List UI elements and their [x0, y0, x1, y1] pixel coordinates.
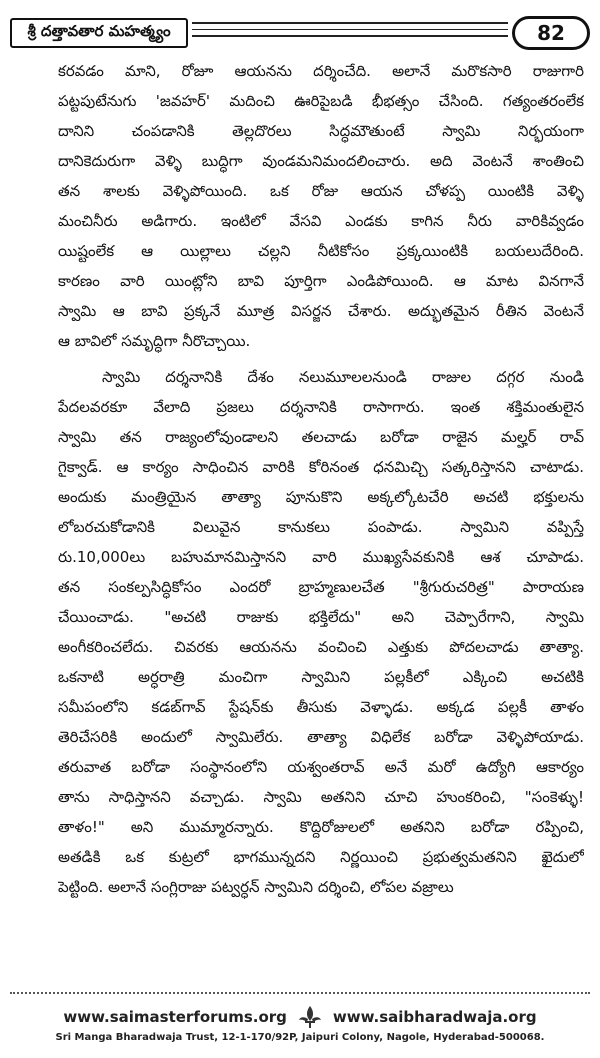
text-line: కారణం వారి యింట్లోని బావి పూర్తిగా ఎండిపోయింది. ఆ మాట వినగానే	[58, 272, 584, 290]
text-line: దానిని చంపడానికి తెల్లదొరలు సిద్ధమౌతుంటే స్వామి నిర్భయంగా	[58, 122, 584, 140]
text-line: పట్టపుటేనుగు 'జవహర్' మదించి ఊరిపైబడి భీభత్సం చేసింది. గత్యంతరంలేక	[58, 92, 584, 110]
fleur-de-lis-icon	[295, 1004, 325, 1030]
text-line: స్వామి దర్శనానికి దేశం నలుమూలలనుండి రాజుల దగ్గర నుండి	[102, 368, 584, 386]
footer-divider	[10, 992, 590, 994]
text-line: చేయించాడు. "అచటి రాజుకు భక్తిలేదు" అని చెప్పారేగాని, స్వామి	[58, 608, 584, 626]
text-line: పెట్టింది. అలానే సంగ్లిరాజు పట్వర్ధన్ స్వామిని దర్శించి, లోపల వజ్రాలు	[58, 878, 454, 896]
trust-address: Sri Manga Bharadwaja Trust, 12-1-170/92P, Jaipuri Colony, Nagole, Hyderabad-500068.	[55, 1032, 545, 1043]
text-line: తరువాత బరోడా సంస్థానంలోని యశ్వంతరావ్ అనే మరో ఉద్యోగి ఆకార్యం	[58, 758, 584, 776]
text-line: తన సంకల్పసిద్ధికోసం ఎందరో బ్రాహ్మణులచేత "శ్రీగురుచరిత్ర" పారాయణ	[58, 578, 584, 596]
paragraph-2	[58, 362, 584, 902]
text-line: ఆ బావిలో సమృద్ధిగా నీరొచ్చాయి.	[58, 332, 251, 350]
text-line: పేదలవరకూ వేలాది ప్రజలు దర్శనానికి రాసాగారు. ఇంత శక్తిమంతులైన	[58, 398, 584, 416]
text-line: సమీపంలోని కడబ్‌గావ్ స్టేషన్‌కు తీసుకు వెళ్ళాడు. అక్కడ పల్లకీ తాళం	[58, 698, 584, 716]
text-line: యిష్టంలేక ఆ యిల్లాలు చల్లని నీటికోసం ప్రక్కయింటికి బయలుదేరింది.	[58, 242, 584, 260]
text-line: అందుకు మంత్రియైన తాత్యా పూనుకొని అక్కల్కోటచేరి అచటి భక్తులను	[58, 488, 584, 506]
text-line: కరవడం మాని, రోజూ ఆయనను దర్శించేది. అలానే మరొకసారి రాజుగారి	[58, 62, 584, 80]
text-line: స్వామి ఆ బావి ప్రక్కనే మూత్ర విసర్జన చేశారు. అద్భుతమైన రీతిన వెంటనే	[58, 302, 584, 320]
page-footer	[0, 1004, 600, 1052]
body-text	[58, 56, 584, 956]
text-line: అంగీకరించలేదు. చివరకు ఆయనను వంచించి ఎత్తుకు పోదలచాడు తాత్యా.	[58, 638, 584, 656]
text-line: తెరిచేసరికి అందులో స్వామిలేరు. తాత్యా విధిలేక బరోడా వెళ్ళిపోయాడు.	[58, 728, 584, 746]
text-line: స్వామి తన రాజ్యంలోవుండాలని తలచాడు బరోడా రాజైన మల్హర్ రావ్	[58, 428, 584, 446]
book-title: శ్రీ దత్తావతార మహత్మ్యం	[10, 18, 188, 48]
site-link-right[interactable]: www.saibharadwaja.org	[332, 1008, 537, 1026]
text-line: తాను సాధిస్తానని వచ్చాడు. స్వామి అతనిని చూచి హుంకరించి, "సంకెళ్ళు!	[58, 788, 584, 806]
header-rules	[192, 22, 508, 44]
text-line: దానికెదురుగా వెళ్ళి బుద్ధిగా వుండమనిమందలించారు. అది వెంటనే శాంతించి	[58, 152, 584, 170]
text-line: అతడికి ఒక కుట్రలో భాగమున్నదని నిర్ణయించి ప్రభుత్వమతనిని ఖైదులో	[58, 848, 584, 866]
text-line: ఒకనాటి అర్ధరాత్రి మంచిగా స్వామిని పల్లకీలో ఎక్కించి అచటికి	[58, 668, 584, 686]
text-line: గైక్వాడ్. ఆ కార్యం సాధించిన వారికి కోరినంత ధనమిచ్చి సత్కరిస్తానని చాటాడు.	[58, 458, 584, 476]
text-line: రు.10,000లు బహుమానమిస్తానని వారి ముఖ్యసేవకునికి ఆశ చూపాడు.	[58, 548, 584, 566]
text-line: మంచినీరు అడిగారు. ఇంటిలో వేసవి ఎండకు కాగిన నీరు వారికివ్వడం	[58, 212, 584, 230]
site-link-left[interactable]: www.saimasterforums.org	[63, 1008, 287, 1026]
text-line: తాళం!" అని ముమ్మారన్నారు. కొద్దిరోజులలో అతనిని బరోడా రప్పించి,	[58, 818, 584, 836]
text-line: తన శాలకు వెళ్ళిపోయింది. ఒక రోజు ఆయన చోళప్ప యింటికి వెళ్ళి	[58, 182, 584, 200]
page-header	[10, 18, 590, 48]
paragraph-1	[58, 56, 584, 356]
page-number: 82	[512, 16, 590, 50]
text-line: లోబరచుకోడానికి విలువైన కానుకలు పంపాడు. స్వామిని వప్పిస్తే	[58, 518, 584, 536]
